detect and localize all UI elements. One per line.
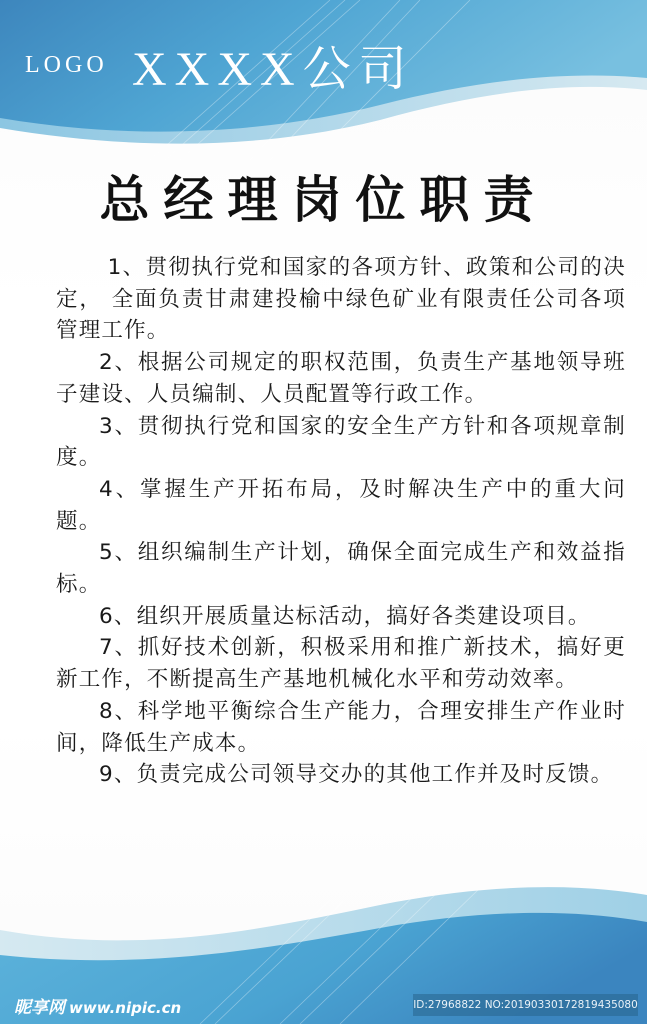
watermark-logo [14, 993, 181, 1018]
duty-item: 5、组织编制生产计划，确保全面完成生产和效益指标。 [56, 540, 626, 598]
watermark-url: www.nipic.cn [69, 999, 182, 1017]
duty-item: 4、掌握生产开拓布局，及时解决生产中的重大问题。 [56, 476, 626, 534]
logo-text: LOGO [25, 52, 108, 78]
duty-item: 2、根据公司规定的职权范围，负责生产基地领导班子建设、人员编制、人员配置等行政工作。 [56, 350, 626, 407]
duty-item: 6、组织开展质量达标活动，搞好各类建设项目。 [99, 603, 591, 629]
duty-item: 7、抓好技术创新，积极采用和推广新技术，搞好更新工作，不断提高生产基地机械化水平和劳动效率。 [56, 635, 626, 693]
duty-item: 8、科学地平衡综合生产能力，合理安排生产作业时间，降低生产成本。 [56, 698, 626, 756]
duty-item: 9、负责完成公司领导交办的其他工作并及时反馈。 [99, 762, 614, 788]
duty-item: 3、贯彻执行党和国家的安全生产方针和各项规章制度。 [56, 413, 626, 471]
page-title: 总经理岗位职责 [99, 170, 548, 229]
watermark-id: ID:27968822 NO:20190330172819435080 [413, 994, 638, 1016]
watermark-site-name: 昵享网 [14, 998, 65, 1018]
company-name: XXXX公司 [132, 43, 415, 96]
duty-item: 1、贯彻执行党和国家的各项方针、政策和公司的决定， 全面负责甘肃建投榆中绿色矿业有限责任公司各项管理工作。 [56, 255, 626, 344]
duties-list [56, 252, 626, 791]
